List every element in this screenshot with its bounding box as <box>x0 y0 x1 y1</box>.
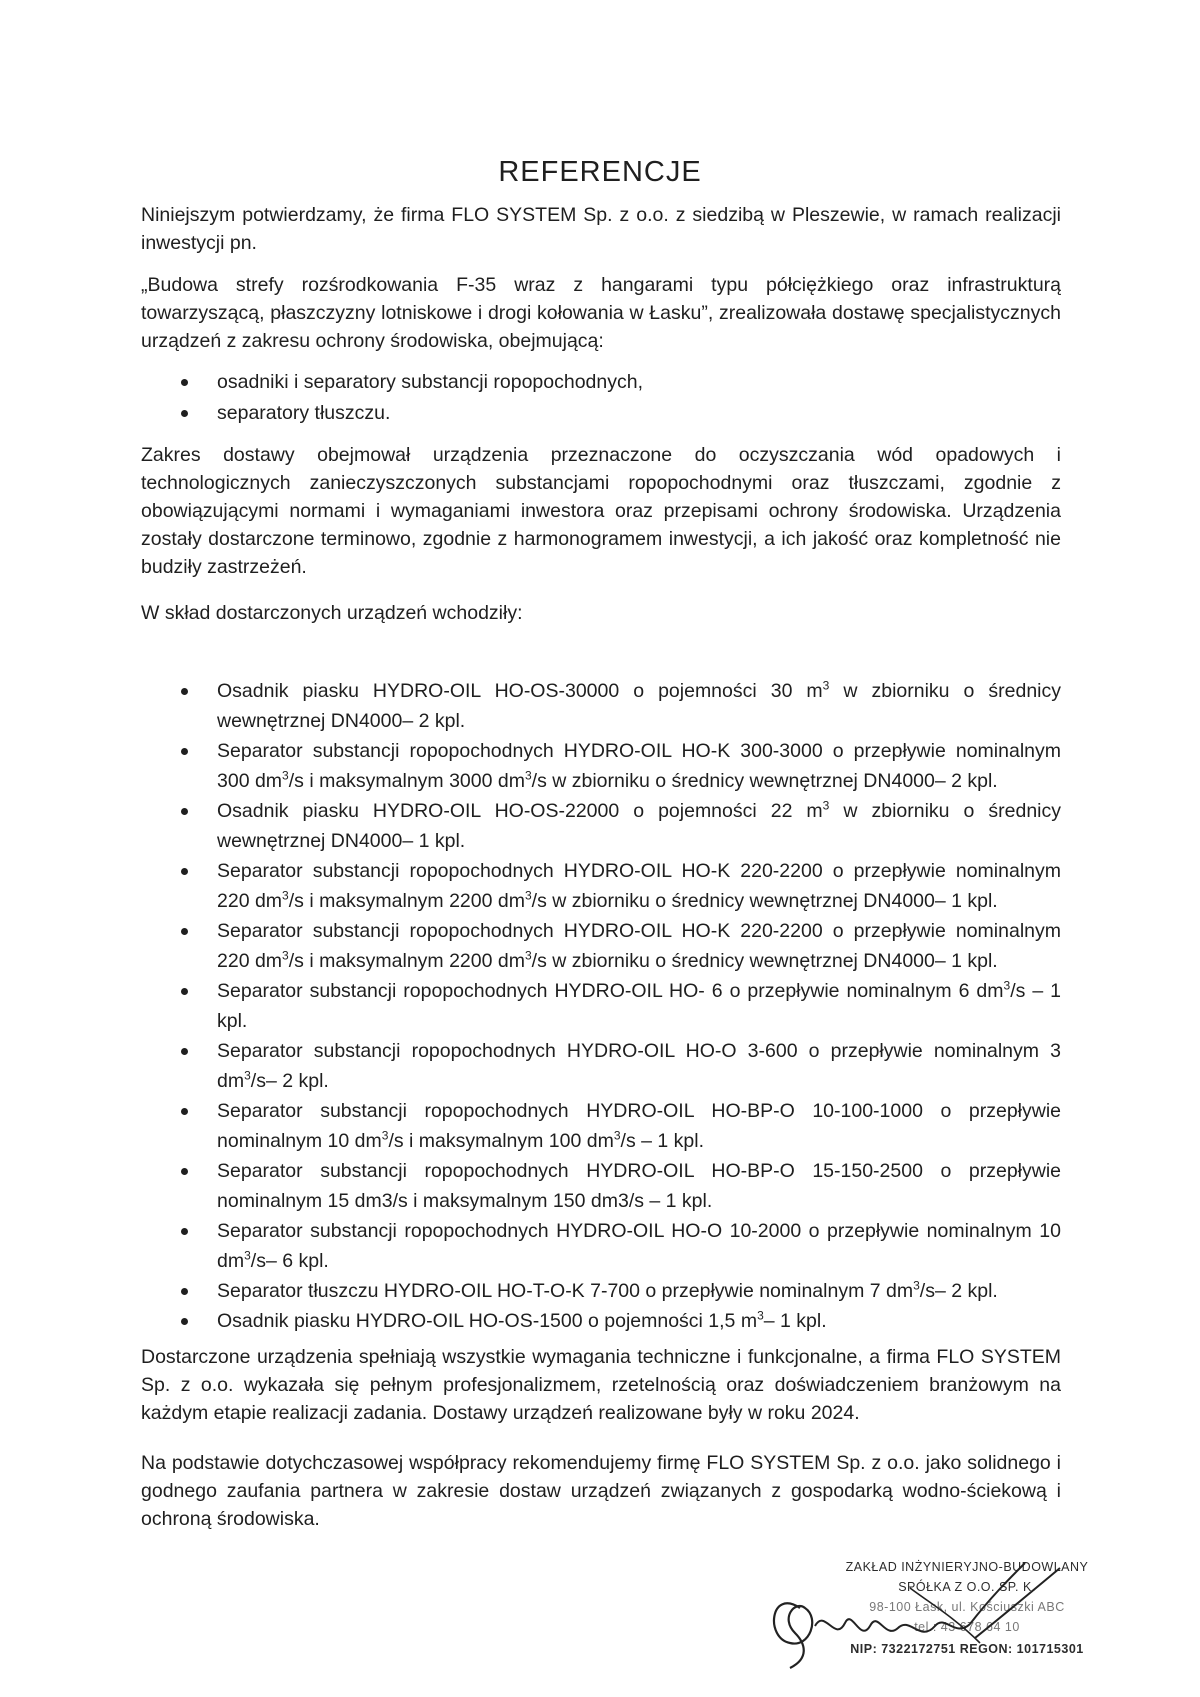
device-item: Separator substancji ropopochodnych HYDRO-OIL HO-K 220-2200 o przepływie nominalnym 220 $dm^3/s$ i maksymalnym 2200 $dm^3/s$ w zbiorniku o średnicy wewnętrznej DN4000– 1 kpl. <box>141 856 1061 916</box>
stamp-line: SPÓŁKA Z O.O. SP. K. <box>898 1580 1036 1594</box>
device-item: Osadnik piasku HYDRO-OIL HO-OS-22000 o pojemności 22 $m^3$ w zbiorniku o średnicy wewnętrznej DN4000– 1 kpl. <box>141 796 1061 856</box>
device-item: Separator substancji ropopochodnych HYDRO-OIL HO-K 220-2200 o przepływie nominalnym 220 $dm^3/s$ i maksymalnym 2200 $dm^3/s$ w zbiorniku o średnicy wewnętrznej DN4000– 1 kpl. <box>141 916 1061 976</box>
document-title: REFERENCJE <box>498 156 702 188</box>
stamp-line: tel.: 43 678 64 10 <box>914 1620 1020 1634</box>
handwritten-signature <box>760 1548 1100 1678</box>
stamp-line: ZAKŁAD INŻYNIERYJNO-BUDOWLANY <box>845 1560 1089 1574</box>
recommendation-paragraph: Na podstawie dotychczasowej współpracy rekomendujemy firmę FLO SYSTEM Sp. z o.o. jako solidnego i godnego zaufania partnera w zakresie dostaw urządzeń związanych z gospodarką wodno-ściekową i ochroną środowiska. <box>141 1452 1061 1530</box>
scope-list <box>141 367 1061 429</box>
devices-heading: W skład dostarczonych urządzeń wchodziły: <box>141 602 523 624</box>
device-item: Separator substancji ropopochodnych HYDRO-OIL HO-O 10-2000 o przepływie nominalnym 10 $dm^3/s-$ 6 kpl. <box>141 1216 1061 1276</box>
device-item: Separator substancji ropopochodnych HYDRO-OIL HO- 6 o przepływie nominalnym 6 $dm^3/s - 1$ kpl. <box>141 976 1061 1036</box>
device-item: Osadnik piasku HYDRO-OIL HO-OS-1500 o pojemności 1,5 $m^3-$ 1 kpl. <box>141 1306 1061 1336</box>
project-paragraph: „Budowa strefy rozśrodkowania F-35 wraz z hangarami typu półciężkiego oraz infrastrukturą towarzyszącą, płaszczyzny lotniskowe i drogi kołowania w Łasku”, zrealizowała dostawę specjalistycznych urządzeń z zakresu ochrony środowiska, obejmującą: <box>141 274 1061 352</box>
scope-paragraph: Zakres dostawy obejmował urządzenia przeznaczone do oczyszczania wód opadowych i technologicznych zanieczyszczonych substancjami ropopochodnymi oraz tłuszczami, zgodnie z obowiązującymi normami i wymaganiami inwestora oraz przepisami ochrony środowiska. Urządzenia zostały dostarczone terminowo, zgodnie z harmonogramem inwestycji, a ich jakość oraz kompletność nie budziły zastrzeżeń. <box>141 444 1061 578</box>
devices-list <box>141 676 1061 1336</box>
stamp-line: NIP: 7322172751 REGON: 101715301 <box>850 1642 1084 1656</box>
stamp-line: 98-100 Łask, ul. Kościuszki ABC <box>869 1600 1065 1614</box>
device-item: Osadnik piasku HYDRO-OIL HO-OS-30000 o pojemności 30 $m^3$ w zbiorniku o średnicy wewnętrznej DN4000– 2 kpl. <box>141 676 1061 736</box>
device-item: Separator tłuszczu HYDRO-OIL HO-T-O-K 7-700 o przepływie nominalnym 7 $dm^3/s-$ 2 kpl. <box>141 1276 1061 1306</box>
device-item: Separator substancji ropopochodnych HYDRO-OIL HO-O 3-600 o przepływie nominalnym 3 $dm^3/s-$ 2 kpl. <box>141 1036 1061 1096</box>
intro-paragraph: Niniejszym potwierdzamy, że firma FLO SYSTEM Sp. z o.o. z siedzibą w Pleszewie, w ramach realizacji inwestycji pn. <box>141 204 1061 254</box>
device-item: Separator substancji ropopochodnych HYDRO-OIL HO-BP-O 15-150-2500 o przepływie nominalnym 15 dm3/s i maksymalnym 150 dm3/s – 1 kpl. <box>141 1156 1061 1216</box>
company-stamp <box>760 1548 1100 1678</box>
scope-item: separatory tłuszczu. <box>141 398 1061 429</box>
scope-item: osadniki i separatory substancji ropopochodnych, <box>141 367 1061 398</box>
device-item: Separator substancji ropopochodnych HYDRO-OIL HO-K 300-3000 o przepływie nominalnym 300 $dm^3/s$ i maksymalnym 3000 $dm^3/s$ w zbiorniku o średnicy wewnętrznej DN4000– 2 kpl. <box>141 736 1061 796</box>
device-item: Separator substancji ropopochodnych HYDRO-OIL HO-BP-O 10-100-1000 o przepływie nominalnym 10 $dm^3/s$ i maksymalnym 100 $dm^3/s - 1$ kpl. <box>141 1096 1061 1156</box>
conclusion-paragraph: Dostarczone urządzenia spełniają wszystkie wymagania techniczne i funkcjonalne, a firma FLO SYSTEM Sp. z o.o. wykazała się pełnym profesjonalizmem, rzetelnością oraz doświadczeniem branżowym na każdym etapie realizacji zadania. Dostawy urządzeń realizowane były w roku 2024. <box>141 1346 1061 1424</box>
